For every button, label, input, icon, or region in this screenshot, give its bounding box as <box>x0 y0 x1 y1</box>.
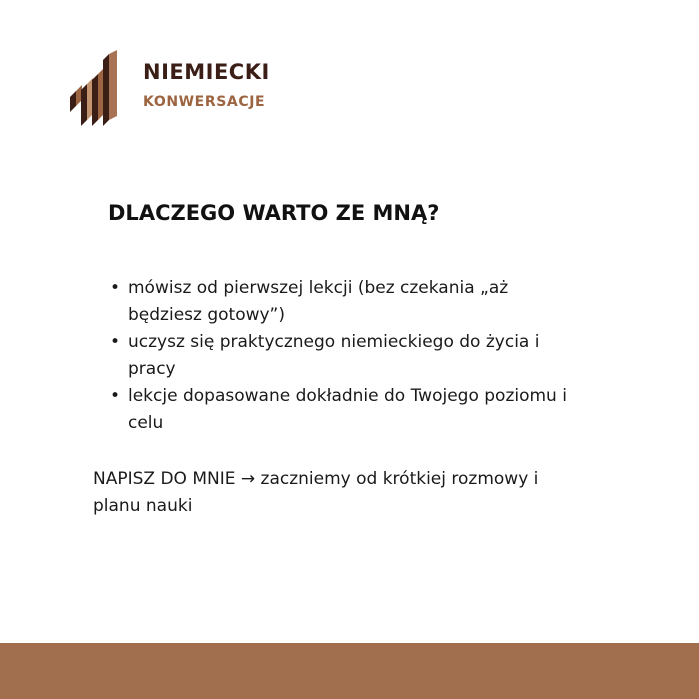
bullet-icon: • <box>110 278 121 298</box>
call-to-action-text: NAPISZ DO MNIE → zaczniemy od krótkiej rozmowy i planu nauki <box>93 469 539 516</box>
benefits-list <box>108 275 578 437</box>
brand-title: NIEMIECKI <box>143 60 270 84</box>
bar-columns-logo-icon <box>68 50 120 128</box>
bullet-icon: • <box>110 332 121 352</box>
benefit-item <box>108 329 578 383</box>
logo-column-3-side <box>92 74 98 126</box>
footer-band <box>0 643 699 699</box>
logo-column-tall-face <box>109 50 117 120</box>
benefit-item <box>108 275 578 329</box>
benefit-text: lekcje dopasowane dokładnie do Twojego poziomu i celu <box>128 386 567 433</box>
benefit-text: mówisz od pierwszej lekcji (bez czekania „aż będziesz gotowy”) <box>128 278 509 325</box>
benefit-text: uczysz się praktycznego niemieckiego do życia i pracy <box>128 332 540 379</box>
bullet-icon: • <box>110 386 121 406</box>
page-heading: DLACZEGO WARTO ZE MNĄ? <box>108 201 440 225</box>
logo-column-short <box>70 91 76 112</box>
logo-column-2-side <box>81 84 87 126</box>
logo-column-tall-side <box>103 54 109 126</box>
benefit-item <box>108 383 578 437</box>
brand-subtitle: KONWERSACJE <box>143 94 266 110</box>
